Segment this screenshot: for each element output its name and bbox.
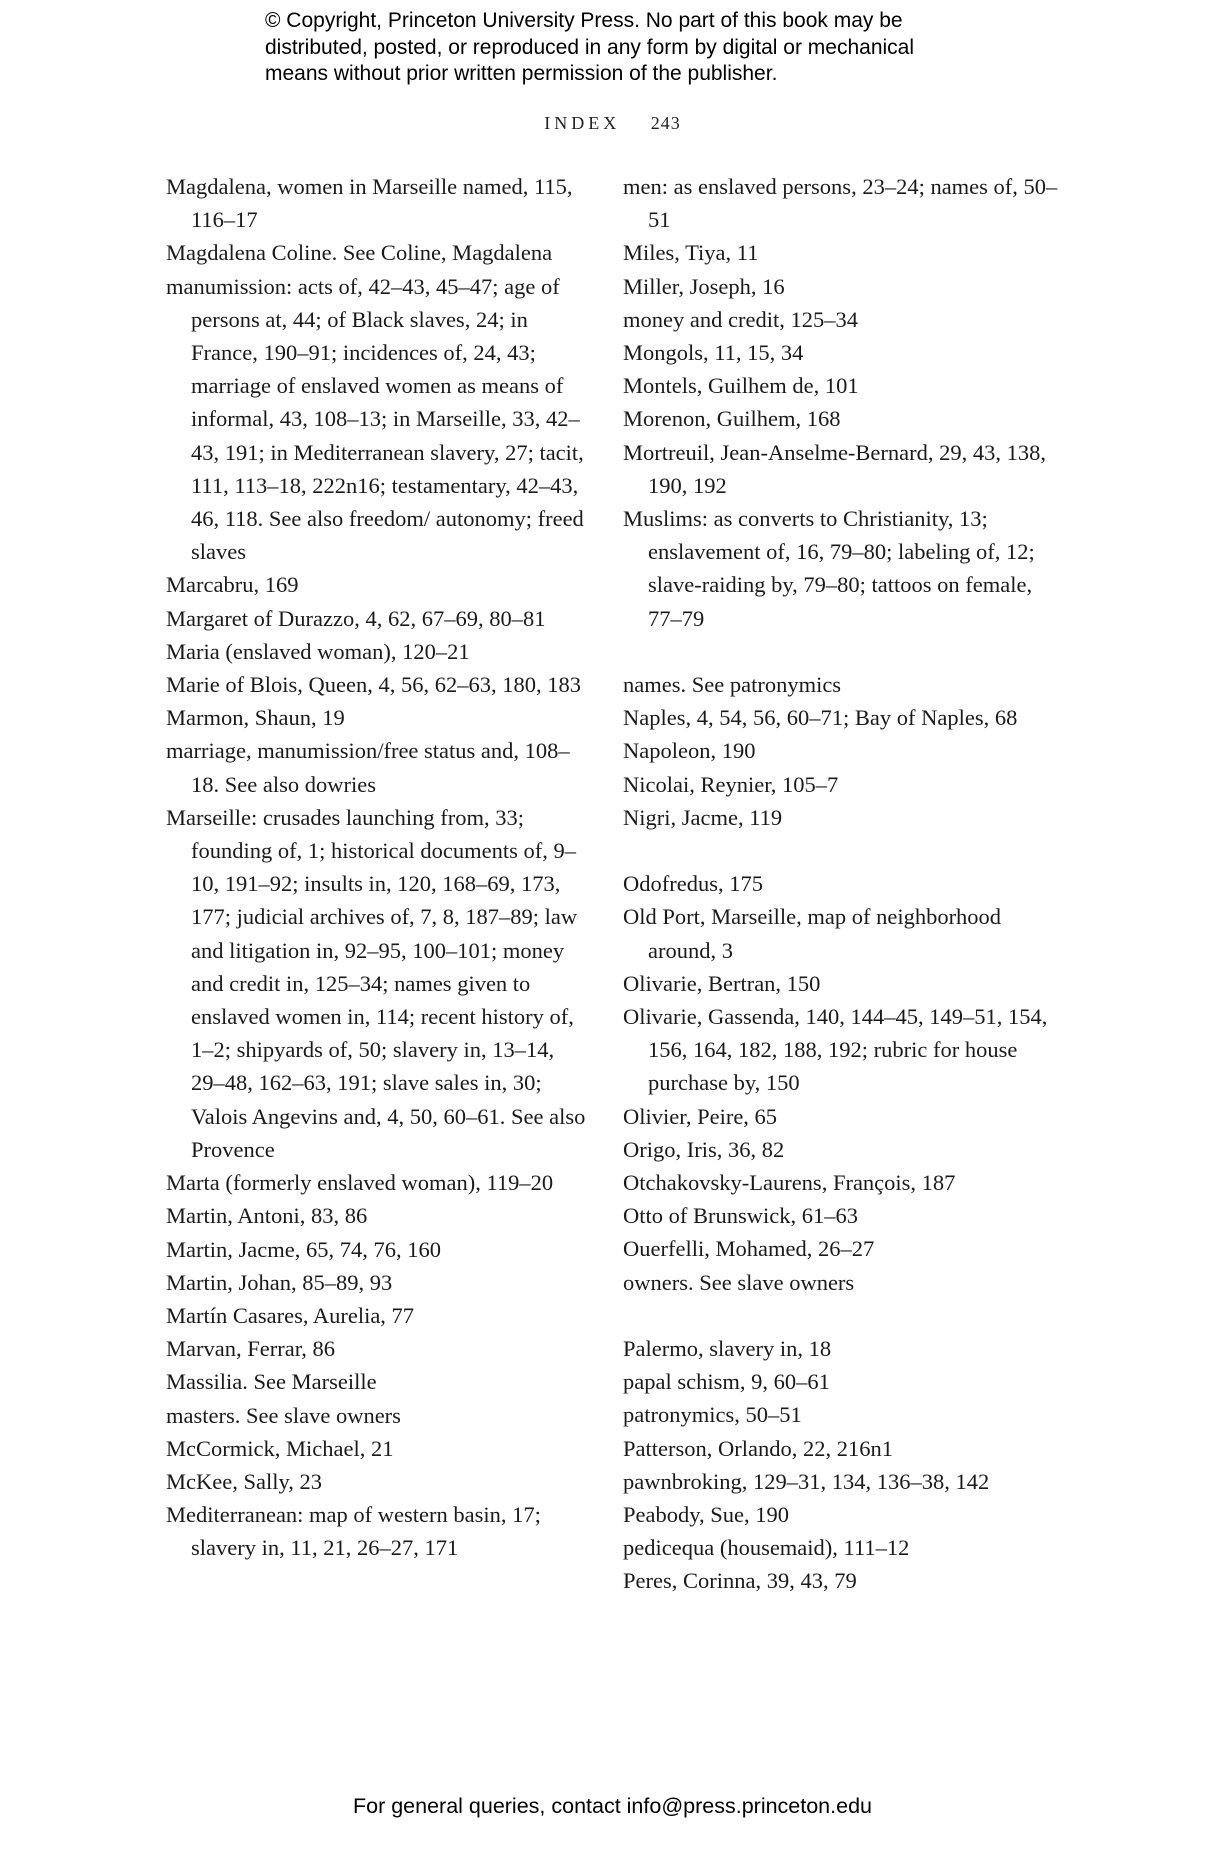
index-entry: Olivarie, Bertran, 150 — [623, 970, 821, 996]
index-entry: papal schism, 9, 60–61 — [623, 1369, 830, 1395]
index-entry: Mongols, 11, 15, 34 — [623, 340, 804, 366]
running-head-label: INDEX — [544, 113, 621, 133]
index-entry: masters. See slave owners — [166, 1402, 401, 1428]
index-entry: Patterson, Orlando, 22, 216n1 — [623, 1435, 893, 1461]
index-column-left — [166, 170, 586, 1565]
index-entry: Origo, Iris, 36, 82 — [623, 1136, 785, 1162]
index-entry: Naples, 4, 54, 56, 60–71; Bay of Naples, 68 — [623, 705, 1018, 731]
index-entry: Peres, Corinna, 39, 43, 79 — [623, 1568, 857, 1594]
index-entry: Massilia. See Marseille — [166, 1369, 377, 1395]
index-entry: Olivarie, Gassenda, 140, 144–45, 149–51, 154, 156, 164, 182, 188, 192; rubric for house purchase by, 150 — [623, 1004, 1048, 1096]
index-entry: Old Port, Marseille, map of neighborhood around, 3 — [623, 904, 1002, 963]
page-number: 243 — [650, 113, 681, 133]
index-entry: marriage, manumission/free status and, 108–18. See also dowries — [166, 738, 570, 797]
index-entry: Magdalena, women in Marseille named, 115, 116–17 — [166, 174, 573, 233]
copyright-line: distributed, posted, or reproduced in any form by digital or mechanical — [265, 35, 915, 59]
footer-contact: For general queries, contact info@press.princeton.edu — [352, 1794, 872, 1818]
index-entry: patronymics, 50–51 — [623, 1402, 802, 1428]
index-entry: Nigri, Jacme, 119 — [623, 804, 783, 830]
letter-group-gap — [623, 834, 1063, 867]
index-entry: Martin, Jacme, 65, 74, 76, 160 — [166, 1236, 441, 1262]
index-entry: Miller, Joseph, 16 — [623, 273, 785, 299]
index-entry: Marta (formerly enslaved woman), 119–20 — [166, 1170, 554, 1196]
index-entry: Otchakovsky-Laurens, François, 187 — [623, 1170, 956, 1196]
copyright-line: means without prior written permission of the publisher. — [265, 62, 778, 85]
index-entry: McCormick, Michael, 21 — [166, 1435, 394, 1461]
index-entry: Marvan, Ferrar, 86 — [166, 1336, 336, 1362]
index-entry: Martín Casares, Aurelia, 77 — [166, 1302, 415, 1328]
copyright-line: © Copyright, Princeton University Press. No part of this book may be — [265, 9, 903, 32]
running-head — [0, 113, 1225, 134]
index-entry: Olivier, Peire, 65 — [623, 1103, 778, 1129]
index-entry: pawnbroking, 129–31, 134, 136–38, 142 — [623, 1468, 990, 1494]
index-entry: Martin, Antoni, 83, 86 — [166, 1203, 368, 1229]
index-entry: Margaret of Durazzo, 4, 62, 67–69, 80–81 — [166, 605, 546, 631]
index-entry: Maria (enslaved woman), 120–21 — [166, 638, 470, 664]
index-entry: Muslims: as converts to Christianity, 13; enslavement of, 16, 79–80; labeling of, 12; slave-raiding by, 79–80; tattoos on female, 77–79 — [623, 506, 1035, 631]
letter-group-gap — [623, 635, 1063, 668]
index-entry: Marmon, Shaun, 19 — [166, 705, 345, 731]
index-entry: Marie of Blois, Queen, 4, 56, 62–63, 180, 183 — [166, 672, 581, 698]
index-entry: Martin, Johan, 85–89, 93 — [166, 1269, 393, 1295]
copyright-notice — [265, 8, 1025, 88]
index-entry: Montels, Guilhem de, 101 — [623, 373, 859, 399]
index-entry: owners. See slave owners — [623, 1269, 855, 1295]
index-entry: Magdalena Coline. See Coline, Magdalena — [166, 240, 553, 266]
index-entry: Nicolai, Reynier, 105–7 — [623, 771, 839, 797]
index-entry: Ouerfelli, Mohamed, 26–27 — [623, 1236, 875, 1262]
index-entry: Peabody, Sue, 190 — [623, 1502, 790, 1528]
index-entry: Mortreuil, Jean-Anselme-Bernard, 29, 43, 138, 190, 192 — [623, 439, 1047, 498]
index-entry: names. See patronymics — [623, 672, 842, 698]
index-entry: Odofredus, 175 — [623, 871, 763, 897]
index-entry: Marcabru, 169 — [166, 572, 299, 598]
index-entry: McKee, Sally, 23 — [166, 1468, 323, 1494]
index-entry: pedicequa (housemaid), 111–12 — [623, 1535, 910, 1561]
index-entry: Napoleon, 190 — [623, 738, 756, 764]
index-entry: Miles, Tiya, 11 — [623, 240, 759, 266]
index-entry: Morenon, Guilhem, 168 — [623, 406, 841, 432]
index-entry: manumission: acts of, 42–43, 45–47; age of persons at, 44; of Black slaves, 24; in France, 190–91; incidences of, 24, 43; marriage of enslaved women as means of informal, 43, 108–13; in Marseille, 33, 42–43, 191; in Mediterranean slavery, 27; tacit, 111, 113–18, 222n16; testamentary, 42–43, 46, 118. See also freedom/ autonomy; freed slaves — [166, 273, 584, 565]
index-entry: Marseille: crusades launching from, 33; founding of, 1; historical documents of, 9–10, 191–92; insults in, 120, 168–69, 173, 177; judicial archives of, 7, 8, 187–89; law and litigation in, 92–95, 100–101; money and credit in, 125–34; names given to enslaved women in, 114; recent history of, 1–2; shipyards of, 50; slavery in, 13–14, 29–48, 162–63, 191; slave sales in, 30; Valois Angevins and, 4, 50, 60–61. See also Provence — [166, 804, 586, 1162]
letter-group-gap — [623, 1299, 1063, 1332]
index-entry: men: as enslaved persons, 23–24; names of, 50–51 — [623, 174, 1058, 233]
index-entry: Mediterranean: map of western basin, 17; slavery in, 11, 21, 26–27, 171 — [166, 1502, 541, 1561]
index-entry: money and credit, 125–34 — [623, 306, 858, 332]
index-entry: Palermo, slavery in, 18 — [623, 1336, 832, 1362]
index-column-right — [623, 170, 1063, 1598]
index-entry: Otto of Brunswick, 61–63 — [623, 1203, 858, 1229]
